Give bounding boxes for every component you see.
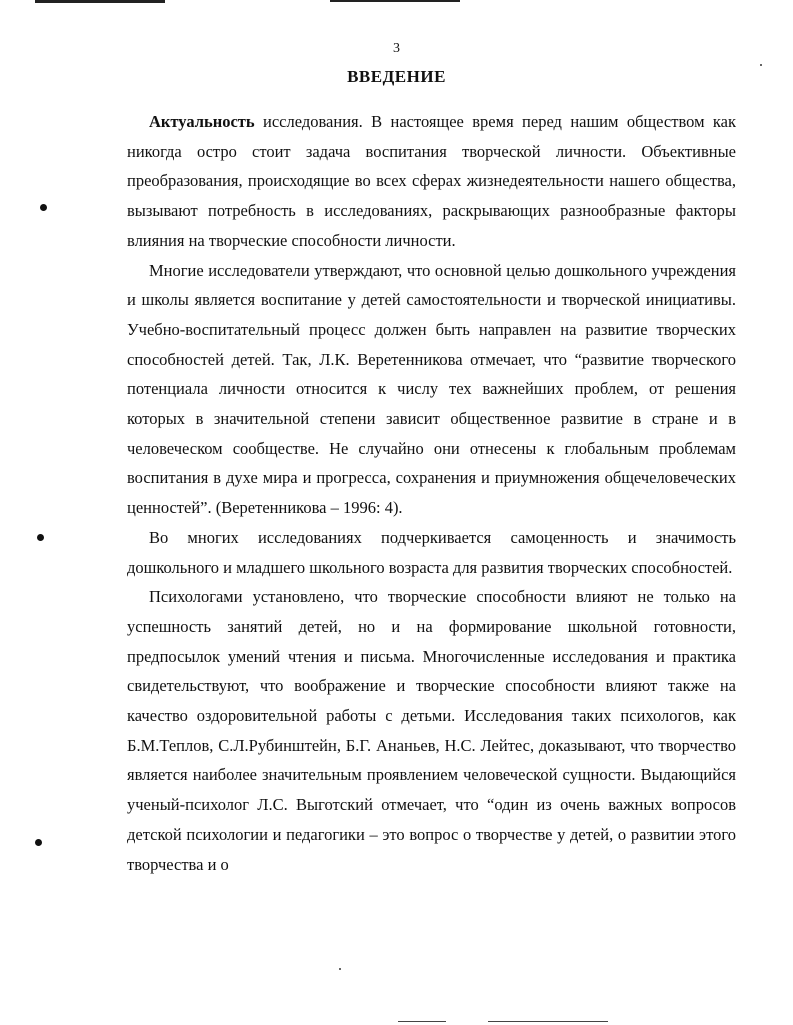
scan-speck xyxy=(339,968,341,970)
scan-artifact-bottom xyxy=(398,1021,446,1022)
scan-artifact-top-left xyxy=(35,0,165,3)
paragraph-researchers: Многие исследователи утверждают, что основной целью дошкольного учреждения и школы является воспитание у детей самостоятельности и творческой инициативы. Учебно-воспитательный процесс должен быть направлен на развитие творческих способностей детей. Так, Л.К. Веретенникова отмечает, что “развитие творческого потенциала личности относится к числу тех важнейших проблем, от решения которых в значительной степени зависит общественное развитие в стране и в человеческом сообществе. Не случайно они отнесены к глобальным проблемам воспитания в духе мира и прогресса, сохранения и приумножения общечеловеческих ценностей”. (Веретенникова – 1996: 4). xyxy=(127,260,736,518)
scan-artifact-bottom xyxy=(488,1021,608,1022)
paragraph-psychologists: Психологами установлено, что творческие способности влияют не только на успешность занятий детей, но и на формирование школьной готовности, предпосылок умений чтения и письма. Многочисленные исследования и практика свидетельствуют, что воображение и творческие способности влияют также на качество оздоровительной работы с детьми. Исследования таких психологов, как Б.М.Теплов, С.Л.Рубинштейн, Б.Г. Ананьев, Н.С. Лейтес, доказывают, что творчество является наиболее значительным проявлением человеческой сущности. Выдающийся ученый-психолог Л.С. Выготский отмечает, что “один из очень важных вопросов детской психологии и педагогики – это вопрос о творчестве у детей, о развитии этого творчества и о xyxy=(127,587,736,874)
page-title: ВВЕДЕНИЕ xyxy=(347,67,446,86)
scan-speck xyxy=(760,64,762,66)
margin-punch-mark xyxy=(40,204,47,211)
document-body xyxy=(127,107,736,879)
margin-punch-mark xyxy=(37,534,44,541)
scan-artifact-top-center xyxy=(330,0,460,2)
margin-punch-mark xyxy=(35,839,42,846)
page-number: 3 xyxy=(393,41,400,56)
paragraph-age-significance: Во многих исследованиях подчеркивается самоценность и значимость дошкольного и младшего школьного возраста для развития творческих способностей. xyxy=(127,527,736,577)
paragraph-relevance xyxy=(127,107,736,256)
paragraph-lead-term: Актуальность xyxy=(149,112,255,131)
paragraph-text: исследования. В настоящее время перед нашим обществом как никогда остро стоит задача воспитания творческой личности. Объективные преобразования, происходящие во всех сферах жизнедеятельности нашего общества, вызывают потребность в исследованиях, раскрывающих разнообразные факторы влияния на творческие способности личности. xyxy=(127,112,736,250)
